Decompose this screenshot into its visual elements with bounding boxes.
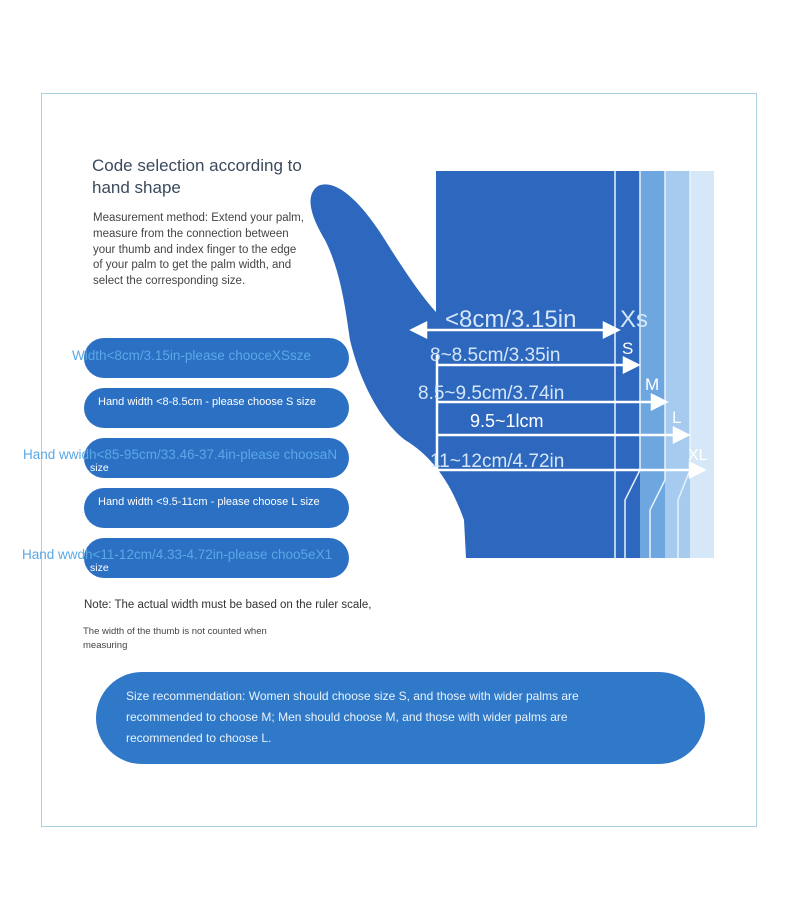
size-pill-m-sub: size bbox=[90, 462, 109, 474]
ruler-size-s: S bbox=[622, 339, 634, 358]
ruler-size-xl: XL bbox=[688, 447, 708, 464]
ruler-label-xl: 11~12cm/4.72in bbox=[430, 451, 565, 472]
size-pill-s bbox=[84, 388, 349, 428]
overlay-text-xs: Width<8cm/3.15in-please chooceXSsze bbox=[72, 348, 312, 363]
size-recommendation-box bbox=[96, 672, 705, 764]
ruler-note: Note: The actual width must be based on the ruler scale, bbox=[84, 599, 372, 611]
size-recommendation-text: Size recommendation: Women should choose size S, and those with wider palms are recommended to choose M; Men should choose M, and those with wider palms are recommended to choose L. bbox=[126, 689, 579, 745]
overlay-text-m: Hand wwidh<85-95cm/33.46-37.4in-please choosaN bbox=[23, 447, 338, 462]
page-title: Code selection according to hand shape bbox=[92, 156, 302, 197]
ruler-label-l: 9.5~1lcm bbox=[470, 411, 544, 431]
size-pill-xl-sub: size bbox=[90, 562, 109, 574]
size-pill-s-text: Hand width <8-8.5cm - please choose S size bbox=[98, 396, 316, 408]
ruler-label-m: 8.5~9.5cm/3.74in bbox=[418, 383, 565, 404]
ruler-size-m: M bbox=[645, 375, 660, 394]
overlay-text-xl: Hand wwdh<11-12cm/4.33-4.72in-please choo5eX1 bbox=[22, 547, 333, 562]
ruler-label-xs: <8cm/3.15in bbox=[445, 306, 577, 333]
ruler-size-l: L bbox=[672, 408, 682, 427]
size-pill-l bbox=[84, 488, 349, 528]
ruler-label-s: 8~8.5cm/3.35in bbox=[430, 345, 561, 366]
thumb-note: The width of the thumb is not counted when measuring bbox=[83, 626, 267, 651]
measurement-method: Measurement method: Extend your palm, measure from the connection between your thumb and index finger to the edge of your palm to get the palm width, and select the corresponding size. bbox=[93, 212, 304, 288]
size-pill-l-text: Hand width <9.5-11cm - please choose L size bbox=[98, 496, 320, 508]
ruler-size-xs: Xs bbox=[620, 306, 649, 333]
